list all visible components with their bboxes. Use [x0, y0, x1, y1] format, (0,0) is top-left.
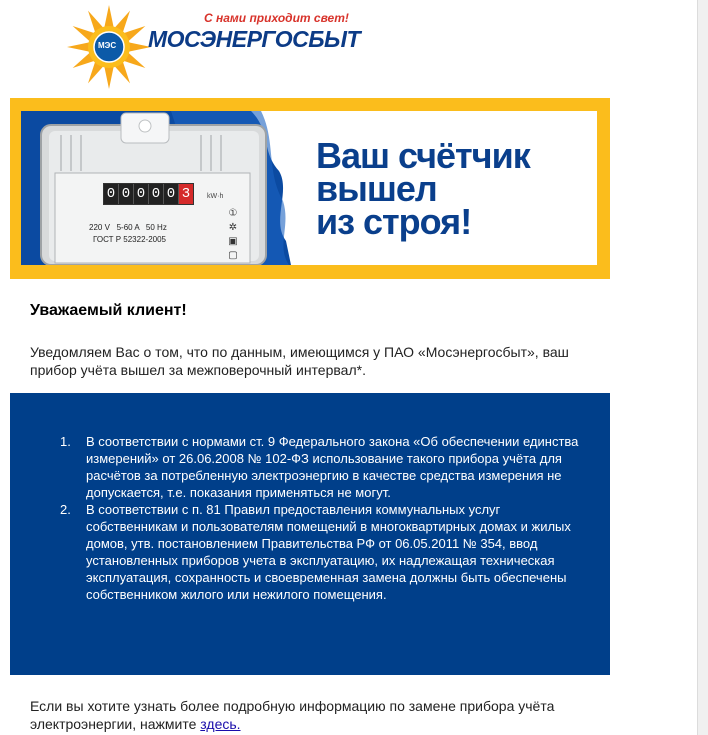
meter-digit: 0: [149, 184, 164, 204]
meter-square-icon: ▢: [228, 250, 238, 261]
hero-banner: [10, 98, 610, 279]
meter-digit-red: 3: [179, 184, 193, 204]
logo-mark: MЭС: [98, 41, 117, 50]
notice-text: В соответствии с п. 81 Правил предоставления коммунальных услуг собственникам и пользователям помещений в многоквартирных домах и жилых домов, утв. постановлением Правительства РФ от 06.05.2011 № 354, ввод установленных приборов учета в эксплуатацию, их надлежащая техническая эксплуатация, сохранность и своевременная замена должны быть обеспечены собственником жилого или нежилого помещения.: [86, 502, 571, 602]
banner-headline: [316, 135, 596, 242]
brand-name: МОСЭНЕРГОСБЫТ: [148, 26, 361, 52]
meter-digit: 0: [104, 184, 119, 204]
meter-circle-icon: ①: [228, 208, 238, 219]
notice-item: [54, 433, 594, 501]
notice-item: [54, 501, 594, 603]
window-scrollbar-edge[interactable]: [697, 0, 708, 735]
meter-gost: ГОСТ Р 52322-2005: [93, 235, 166, 244]
meter-digit: 0: [134, 184, 149, 204]
notice-number: 2.: [60, 502, 71, 517]
intro-paragraph: Уведомляем Вас о том, что по данным, имеющимся у ПАО «Мосэнергосбыт», ваш прибор учёта вышел за межповерочный интервал*.: [30, 344, 569, 378]
more-info-paragraph: [30, 697, 600, 733]
meter-unit: kW·h: [207, 193, 224, 200]
meter-digit: 0: [164, 184, 179, 204]
meter-star-icon: ✲: [228, 222, 238, 233]
meter-counter: [103, 183, 194, 205]
meter-digit: 0: [119, 184, 134, 204]
brand-tagline: С нами приходит свет!: [204, 11, 349, 25]
notice-number: 1.: [60, 434, 71, 449]
notice-text: В соответствии с нормами ст. 9 Федерального закона «Об обеспечении единства измерений» от 26.06.2008 № 102-ФЗ использование такого прибора учёта для расчётов за потребленную электроэнергию в качестве средства измерения не допускается, т.е. показания применяться не могут.: [86, 434, 579, 500]
notice-block: [10, 393, 610, 675]
meter-specs: 220 V 5-60 A 50 Hz: [89, 223, 167, 232]
more-info-link[interactable]: здесь.: [200, 716, 241, 732]
banner-headline-line: вышел: [316, 168, 437, 209]
banner-headline-line: Ваш счётчик: [316, 135, 530, 176]
greeting-heading: Уважаемый клиент!: [30, 302, 187, 319]
banner-headline-line: из строя!: [316, 201, 472, 242]
email-body: [10, 0, 610, 735]
email-header: [10, 0, 610, 96]
meter-symbols: [226, 207, 240, 263]
hero-banner-inner: [21, 111, 597, 265]
more-info-text: Если вы хотите узнать более подробную информацию по замене прибора учёта электроэнергии, нажмите: [30, 698, 555, 732]
meter-square-icon: ▣: [228, 236, 238, 247]
notice-list: [54, 433, 594, 603]
